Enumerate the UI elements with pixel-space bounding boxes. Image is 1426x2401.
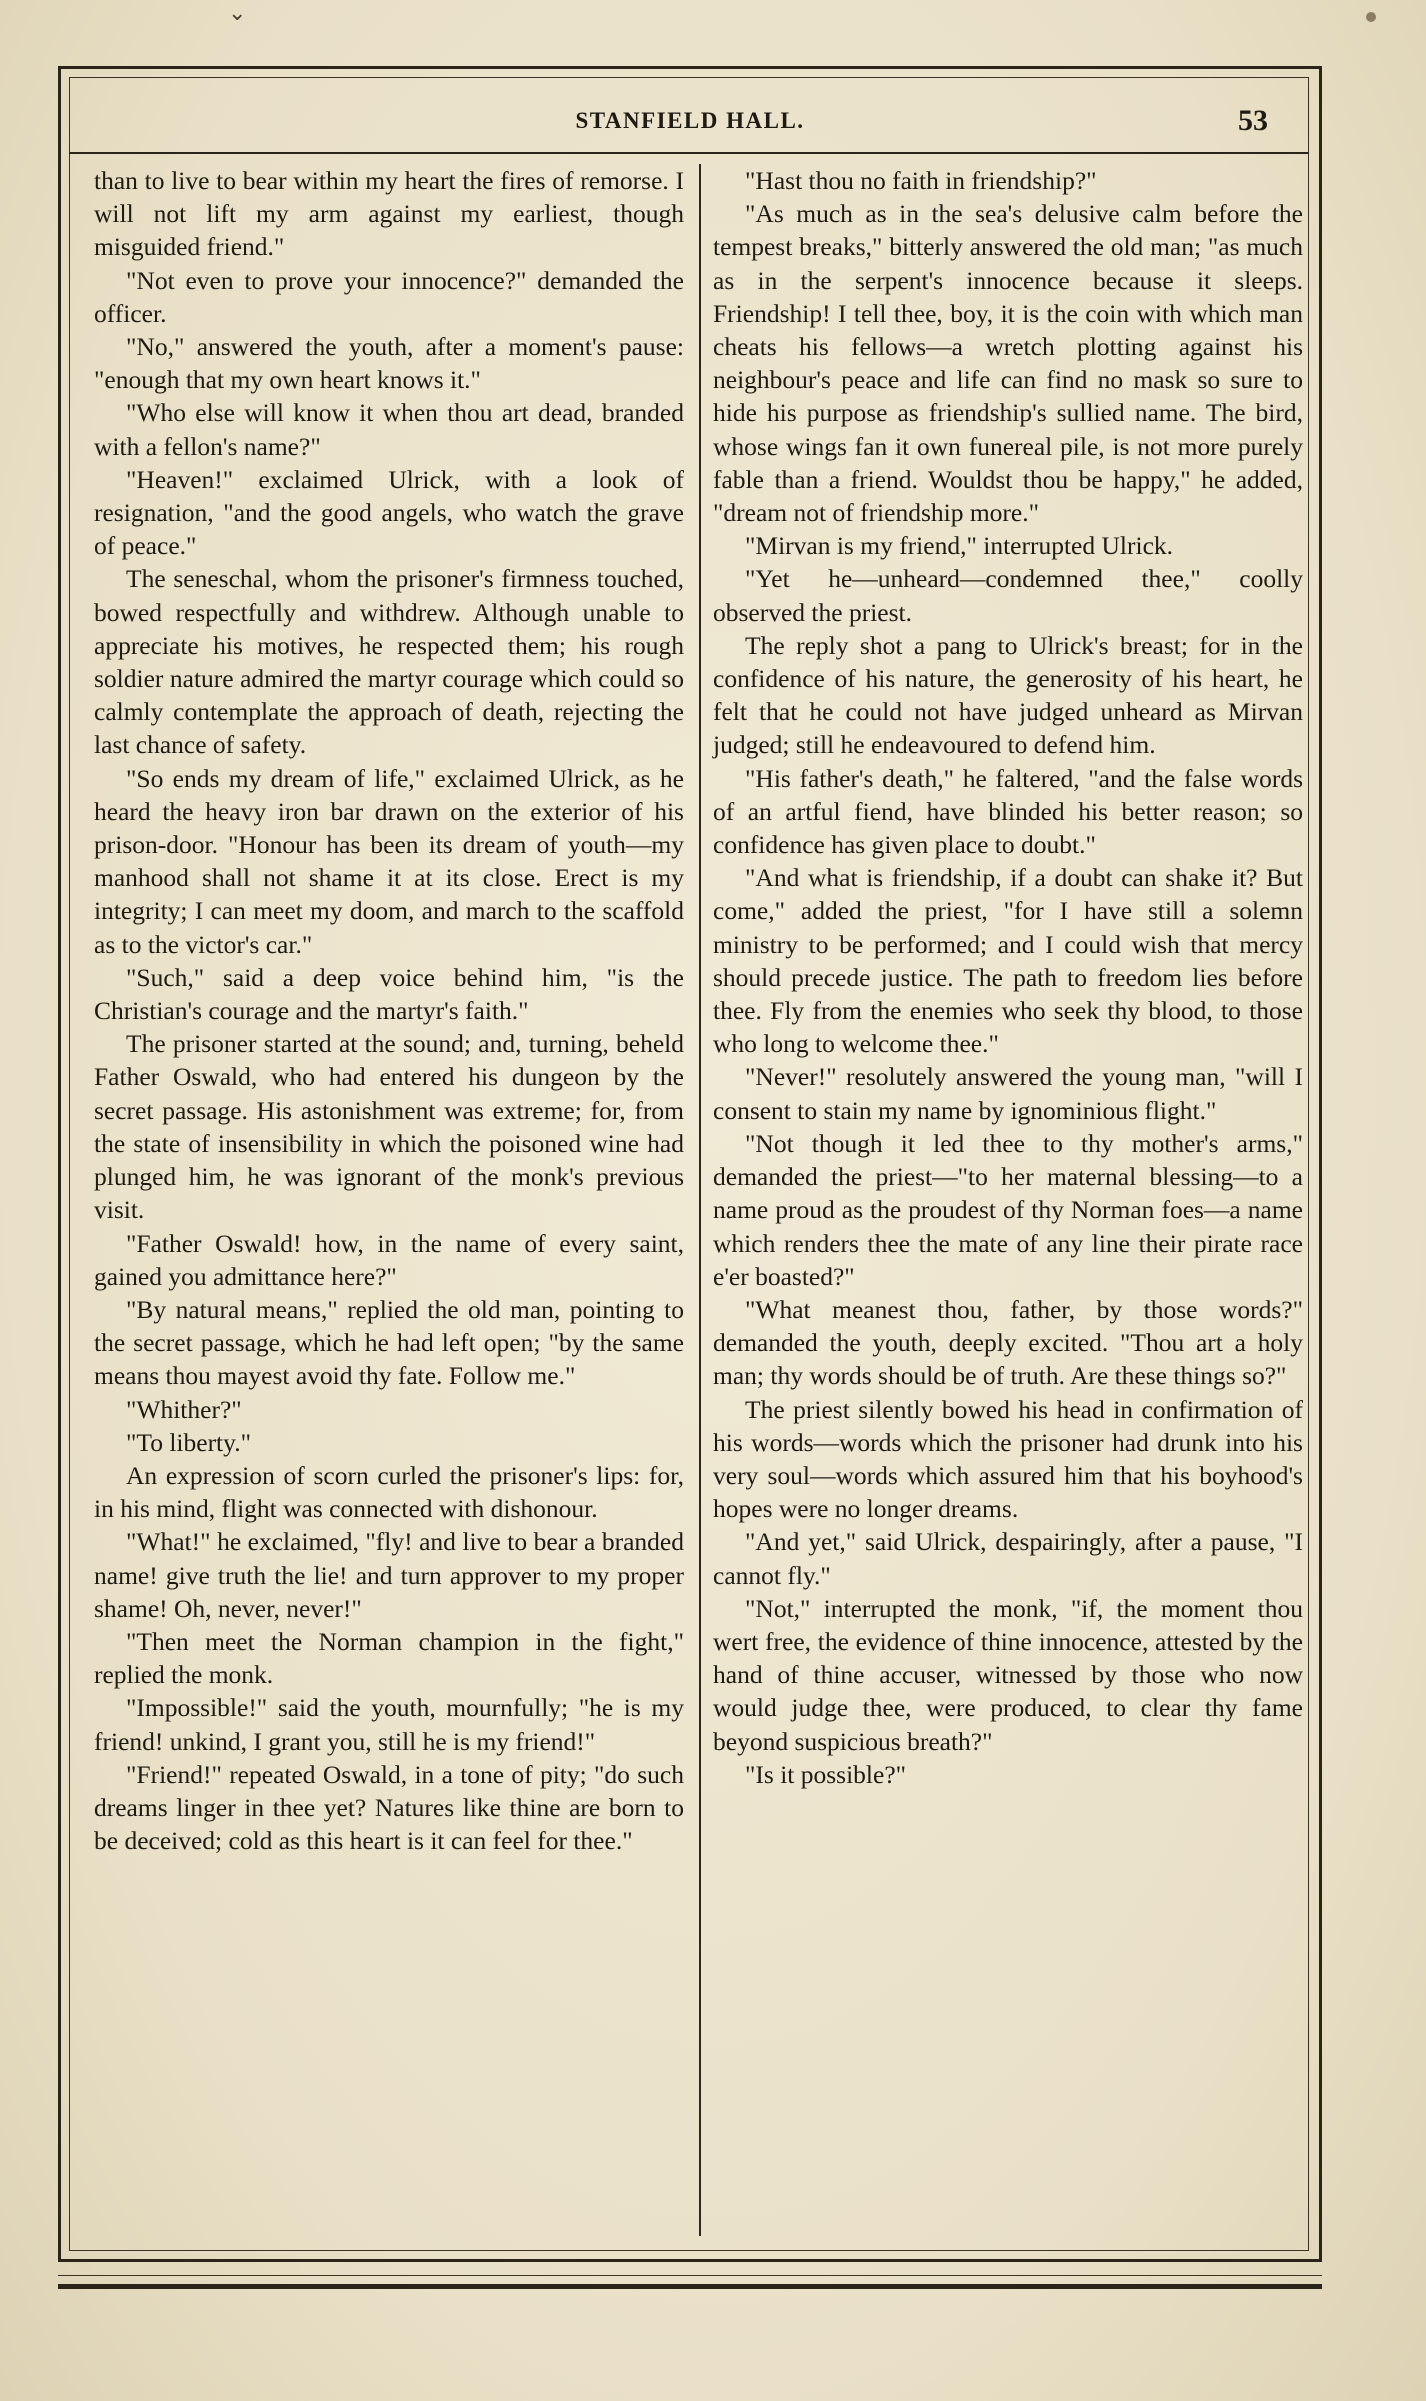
paragraph: "What meanest thou, father, by those words?" demanded the youth, deeply excited. "Thou art a holy man; thy words should be of truth. Are these things so?" xyxy=(713,1294,1303,1391)
paragraph: "Who else will know it when thou art dead, branded with a fellon's name?" xyxy=(94,398,684,461)
print-smudge-mark: ⌄ xyxy=(228,0,247,25)
paragraph: "What!" he exclaimed, "fly! and live to bear a branded name! give truth the lie! and turn approver to my proper shame! Oh, never, never!" xyxy=(94,1527,684,1623)
running-head xyxy=(90,104,1290,144)
print-dot-mark xyxy=(1366,12,1376,22)
paragraph: "Friend!" repeated Oswald, in a tone of pity; "do such dreams linger in thee yet? Natures like thine are born to be deceived; cold as this heart is it can feel for thee." xyxy=(94,1759,684,1856)
header-rule xyxy=(69,152,1309,154)
paragraph: "Mirvan is my friend," interrupted Ulrick. xyxy=(745,531,1174,561)
paragraph: "And yet," said Ulrick, despairingly, after a pause, "I cannot fly." xyxy=(713,1527,1303,1590)
text-column-left xyxy=(94,164,684,1857)
footer-rule-thin xyxy=(58,2275,1322,2276)
running-title: STANFIELD HALL. xyxy=(575,108,805,133)
paragraph: "And what is friendship, if a doubt can shake it? But come," added the priest, "for I have still a solemn ministry to be performed; and I could wish that mercy should precede justice. The path to freedom lies before thee. Fly from the enemies who seek thy blood, to those who long to welcome thee." xyxy=(713,863,1303,1059)
paragraph: "No," answered the youth, after a moment's pause: "enough that my own heart knows it." xyxy=(94,332,684,395)
paragraph: "Yet he—unheard—condemned thee," coolly observed the priest. xyxy=(713,564,1303,627)
column-divider xyxy=(699,164,701,2236)
paragraph: "As much as in the sea's delusive calm before the tempest breaks," bitterly answered the old man; "as much as in the serpent's innocence because it sleeps. Friendship! I tell thee, boy, it is the coin with which man cheats his fellows—a wretch plotting against his neighbour's peace and life can find no mask so sure to hide his purpose as friendship's sullied name. The bird, whose wings fan it own funereal pile, is not more purely fable than a friend. Wouldst thou be happy," he added, "dream not of friendship more." xyxy=(713,199,1303,528)
paragraph: The prisoner started at the sound; and, turning, beheld Father Oswald, who had entered his dungeon by the secret passage. His astonishment was extreme; for, from the state of insensibility in which the poisoned wine had plunged him, he was ignorant of the monk's previous visit. xyxy=(94,1029,684,1225)
paragraph: An expression of scorn curled the prisoner's lips: for, in his mind, flight was connected with dishonour. xyxy=(94,1460,684,1524)
paragraph: "Never!" resolutely answered the young man, "will I consent to stain my name by ignominious flight." xyxy=(713,1062,1303,1125)
paragraph: "Whither?" xyxy=(126,1394,242,1424)
paragraph: "Is it possible?" xyxy=(745,1759,907,1789)
footer-rule-thick xyxy=(58,2284,1322,2289)
paragraph: "His father's death," he faltered, "and the false words of an artful fiend, have blinded his better reason; so confidence has given place to doubt." xyxy=(713,763,1303,860)
paragraph: The seneschal, whom the prisoner's firmness touched, bowed respectfully and withdrew. Although unable to appreciate his motives, he respected them; his rough soldier nature admired the martyr courage which could so calmly contemplate the approach of death, rejecting the last chance of safety. xyxy=(94,564,684,760)
paragraph: "By natural means," replied the old man, pointing to the secret passage, which he had left open; "by the same means thou mayest avoid thy fate. Follow me." xyxy=(94,1294,684,1391)
paragraph: "Then meet the Norman champion in the fight," replied the monk. xyxy=(94,1626,684,1690)
page-number: 53 xyxy=(1238,104,1268,137)
paragraph: than to live to bear within my heart the fires of remorse. I will not lift my arm against my earliest, though misguided friend." xyxy=(94,166,684,262)
paragraph: "Such," said a deep voice behind him, "is the Christian's courage and the martyr's faith." xyxy=(94,962,684,1026)
paragraph: "Not," interrupted the monk, "if, the moment thou wert free, the evidence of thine innocence, attested by the hand of thine accuser, witnessed by those who now would judge thee, were produced, to clear thy fame beyond suspicious breath?" xyxy=(713,1593,1303,1756)
paragraph: The reply shot a pang to Ulrick's breast; for in the confidence of his nature, the generosity of his heart, he felt that he could not have judged unheard as Mirvan judged; still he endeavoured to defend him. xyxy=(713,630,1303,760)
paragraph: "Heaven!" exclaimed Ulrick, with a look of resignation, "and the good angels, who watch the grave of peace." xyxy=(94,464,684,561)
paragraph: "Impossible!" said the youth, mournfully; "he is my friend! unkind, I grant you, still he is my friend!" xyxy=(94,1693,684,1756)
paragraph: "Hast thou no faith in friendship?" xyxy=(745,166,1097,195)
paragraph: "Father Oswald! how, in the name of every saint, gained you admittance here?" xyxy=(94,1228,684,1291)
text-column-right xyxy=(713,164,1303,1791)
paragraph: "Not even to prove your innocence?" demanded the officer. xyxy=(94,265,684,328)
paragraph: The priest silently bowed his head in confirmation of his words—words which the prisoner had drunk into his very soul—words which assured him that his boyhood's hopes were no longer dreams. xyxy=(713,1394,1303,1524)
paragraph: "To liberty." xyxy=(126,1427,252,1457)
paragraph: "Not though it led thee to thy mother's arms," demanded the priest—"to her maternal blessing—to a name proud as the proudest of thy Norman foes—a name which renders thee the mate of any line their pirate race e'er boasted?" xyxy=(713,1128,1303,1291)
paragraph: "So ends my dream of life," exclaimed Ulrick, as he heard the heavy iron bar drawn on the exterior of his prison-door. "Honour has been its dream of youth—my manhood shall not shame it at its close. Erect is my integrity; I can meet my doom, and march to the scaffold as to the victor's car." xyxy=(94,763,684,959)
